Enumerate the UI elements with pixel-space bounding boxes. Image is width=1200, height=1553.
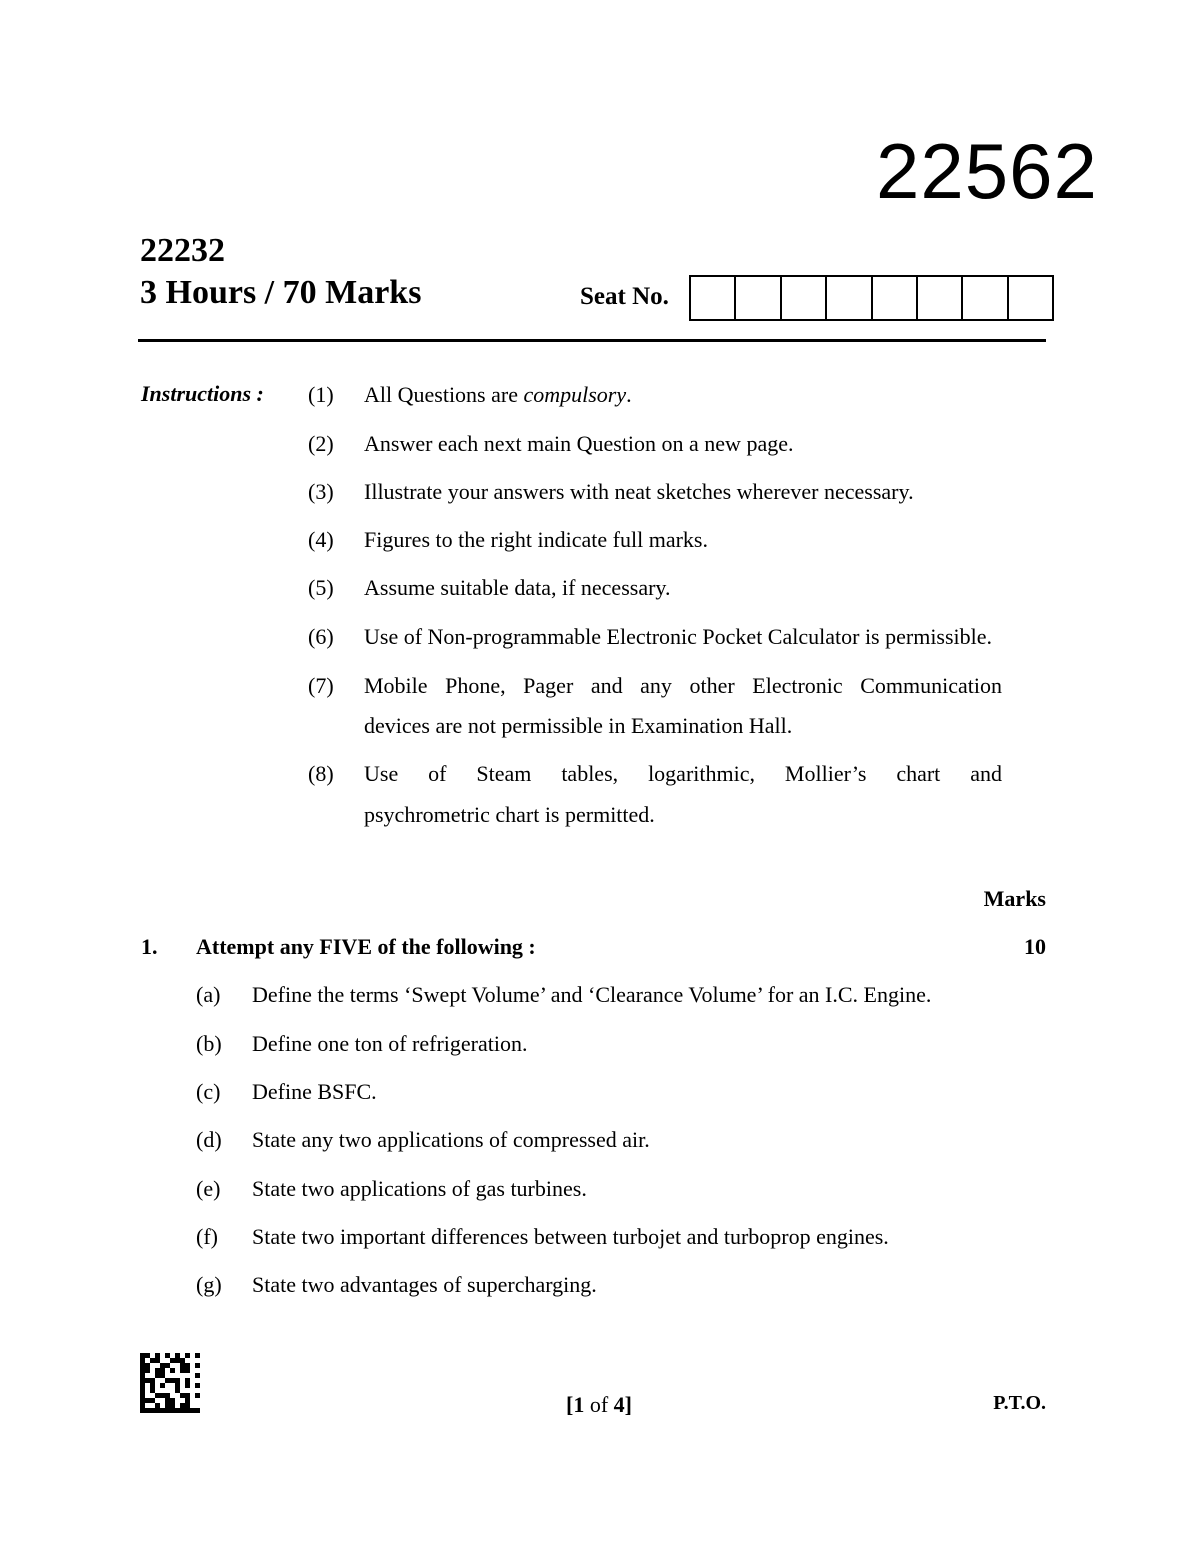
- page-current: 1: [573, 1392, 585, 1417]
- datamatrix-code-icon: [140, 1353, 200, 1413]
- marks-column-heading: Marks: [983, 886, 1046, 911]
- instruction-text: devices are not permissible in Examination Hall.: [364, 713, 793, 738]
- page-total: 4: [613, 1392, 625, 1417]
- page-of: of: [584, 1392, 614, 1417]
- instruction-text: Assume suitable data, if necessary.: [364, 575, 671, 600]
- part-text: State two important differences between turbojet and turboprop engines.: [252, 1224, 889, 1249]
- instruction-number: (8): [308, 761, 334, 786]
- part-text: State two advantages of supercharging.: [252, 1272, 597, 1297]
- part-label: (a): [196, 982, 221, 1007]
- part-label: (f): [196, 1224, 218, 1249]
- duration-marks: 3 Hours / 70 Marks: [140, 274, 422, 311]
- seat-digit-box[interactable]: [918, 277, 963, 319]
- instruction-text: Figures to the right indicate full marks.: [364, 527, 708, 552]
- part-text: Define the terms ‘Swept Volume’ and ‘Clearance Volume’ for an I.C. Engine.: [252, 982, 932, 1007]
- seat-digit-box[interactable]: [736, 277, 781, 319]
- question-marks: 10: [1024, 934, 1046, 959]
- instruction-text: [364, 382, 632, 408]
- page-bracket: ]: [624, 1392, 632, 1417]
- page-indicator: [566, 1392, 632, 1418]
- seat-digit-box[interactable]: [873, 277, 918, 319]
- seat-digit-box[interactable]: [1009, 277, 1052, 319]
- instruction-number: (2): [308, 431, 334, 456]
- instructions-label: Instructions :: [141, 381, 264, 406]
- instruction-text-part: All Questions are: [364, 382, 524, 407]
- instruction-text: Mobile Phone, Pager and any other Electronic Communication: [364, 673, 1002, 698]
- part-label: (g): [196, 1272, 222, 1297]
- instruction-emphasis: compulsory: [523, 382, 627, 407]
- seat-number-label: Seat No.: [580, 283, 669, 310]
- instruction-number: (7): [308, 673, 334, 698]
- paper-code: 22232: [140, 232, 225, 269]
- part-text: State any two applications of compressed air.: [252, 1127, 650, 1152]
- seat-digit-box[interactable]: [691, 277, 736, 319]
- instruction-number: (6): [308, 624, 334, 649]
- question-title: Attempt any FIVE of the following :: [196, 934, 536, 959]
- instruction-text: Use of Steam tables, logarithmic, Mollier’s chart and: [364, 761, 1002, 786]
- page-bracket: [: [566, 1392, 574, 1417]
- part-label: (e): [196, 1176, 221, 1201]
- header-divider: [138, 339, 1046, 342]
- instruction-text: Illustrate your answers with neat sketches wherever necessary.: [364, 479, 914, 504]
- part-text: Define one ton of refrigeration.: [252, 1031, 528, 1056]
- seat-number-boxes[interactable]: [689, 275, 1054, 321]
- seat-digit-box[interactable]: [827, 277, 872, 319]
- instruction-text: psychrometric chart is permitted.: [364, 802, 655, 827]
- instruction-text: Answer each next main Question on a new page.: [364, 431, 794, 456]
- instruction-number: (3): [308, 479, 334, 504]
- question-number: 1.: [141, 934, 158, 959]
- instruction-number: (5): [308, 575, 334, 600]
- instruction-text: Use of Non-programmable Electronic Pocket Calculator is permissible.: [364, 624, 993, 649]
- seat-digit-box[interactable]: [782, 277, 827, 319]
- part-label: (b): [196, 1031, 222, 1056]
- part-label: (d): [196, 1127, 222, 1152]
- part-label: (c): [196, 1079, 221, 1104]
- instruction-text-part: .: [626, 382, 632, 407]
- part-text: State two applications of gas turbines.: [252, 1176, 587, 1201]
- please-turn-over: P.T.O.: [993, 1392, 1046, 1414]
- document-code-large: 22562: [876, 127, 1098, 215]
- instruction-number: (1): [308, 382, 334, 407]
- instruction-number: (4): [308, 527, 334, 552]
- seat-digit-box[interactable]: [963, 277, 1008, 319]
- part-text: Define BSFC.: [252, 1079, 377, 1104]
